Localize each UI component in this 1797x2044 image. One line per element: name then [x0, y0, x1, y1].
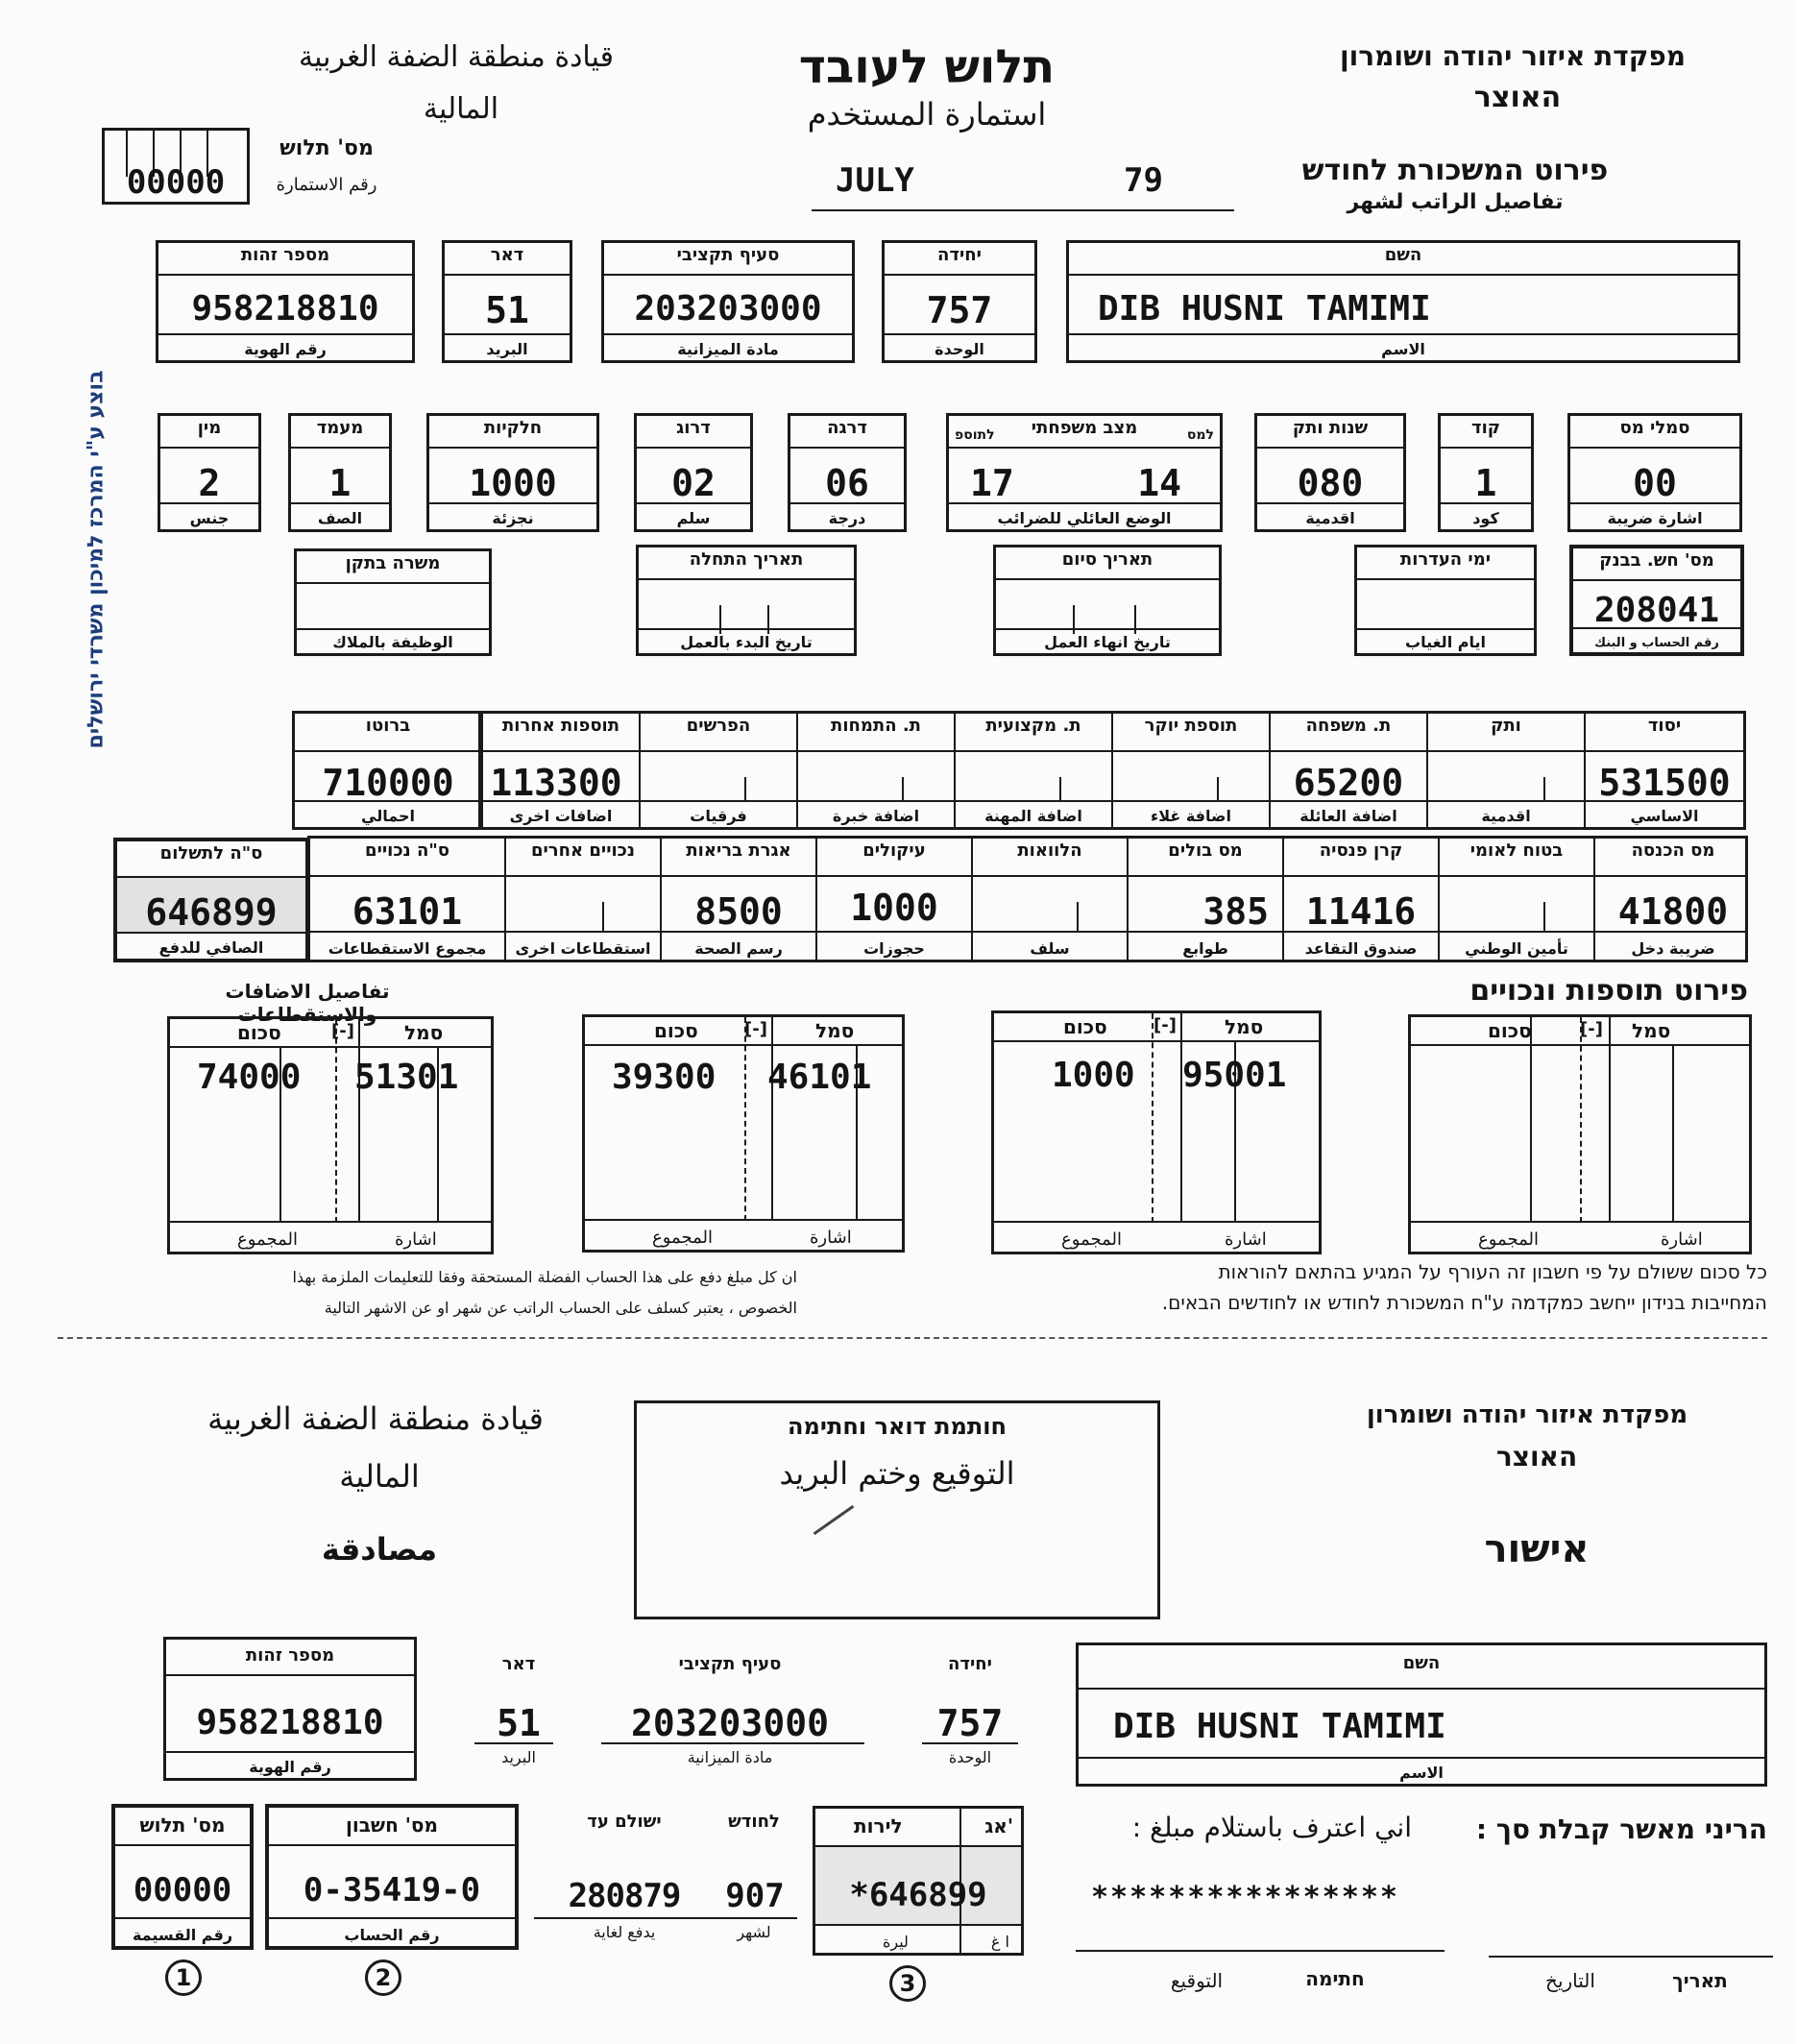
ded-cell-other [506, 839, 662, 960]
detail-2-amount: 1000 [1052, 1056, 1135, 1095]
signature-label-ar: التوقيع [1170, 1969, 1224, 1992]
detail-table-2 [991, 1010, 1322, 1254]
earn-professional-label: ת. מקצועית [985, 716, 1081, 736]
detail-1-foot-code: اشارة [1661, 1229, 1703, 1250]
bank-account-box [1569, 545, 1744, 656]
receipt-amount-label-ar: ليرة [883, 1933, 909, 1951]
payroll-year: 79 [1124, 161, 1163, 200]
detail-table-1 [1408, 1014, 1752, 1254]
ded-stamp-tax-label-ar: طوابع [1182, 939, 1228, 958]
receipt-amount: *646899 [849, 1876, 987, 1914]
tear-line [58, 1337, 1767, 1339]
detail-table-4 [167, 1016, 494, 1254]
receipt-mail-label: דאר [501, 1654, 536, 1674]
ded-garnishments-label: עיקולים [862, 840, 926, 861]
amount-stars: **************** [1091, 1881, 1399, 1914]
form-title-ar: استمارة المستخدم [807, 96, 1047, 133]
receipt-slip-label: מס' תלוש [139, 1813, 226, 1837]
earn-cell-differences [641, 714, 798, 827]
earn-specialization-label-ar: اضافة خبرة [832, 807, 920, 825]
end-date-label: תאריך סיום [1061, 549, 1153, 570]
earn-differences-label: הפרשים [686, 716, 751, 736]
grade-label-ar: درجة [828, 509, 866, 527]
part-time-value: 1000 [469, 462, 557, 504]
detail-3-code-header: סמל [815, 1019, 855, 1042]
receipt-pay-until-label: ישולם עד [587, 1812, 662, 1832]
earn-seniority-label-ar: اقدمية [1481, 807, 1531, 825]
family-status-tax-label: למס [1186, 427, 1214, 443]
detail-1-foot-amount: المجموع [1478, 1229, 1539, 1250]
ded-loans-label-ar: سلف [1030, 939, 1070, 958]
net-pay-box [113, 838, 309, 962]
side-note: בוצע ע"י המרכז למיכון משרדי ירושלים [84, 370, 109, 749]
rank-label: דרוג [676, 418, 711, 438]
id-label-ar: رقم الهوية [244, 340, 327, 358]
receipt-pay-until-label-ar: يدفع لغاية [593, 1923, 656, 1941]
absence-days-label-ar: ايام الغياب [1405, 633, 1486, 651]
receipt-name-label: השם [1402, 1653, 1441, 1673]
date-line [1489, 1956, 1773, 1958]
tax-codes-label: סמלי מס [1619, 418, 1690, 438]
ar-dept-line2: المالية [423, 92, 499, 126]
earn-cell-seniority [1428, 714, 1586, 827]
receipt-budget-label-ar: مادة الميزانية [687, 1748, 773, 1766]
position-box [294, 548, 492, 656]
ack-heb: הריני מאשר קבלת סך : [1475, 1813, 1767, 1845]
detail-4-amount: 74000 [197, 1058, 302, 1097]
detail-2-minus-header: [-] [1153, 1015, 1177, 1035]
date-label-ar: التاريخ [1545, 1969, 1595, 1992]
heb-dept-line2: האוצר [1473, 81, 1562, 114]
ded-other-label-ar: استقطاعات اخرى [515, 939, 651, 958]
name-label: השם [1384, 245, 1422, 265]
ded-health-fee-value: 8500 [694, 890, 783, 933]
net-pay-label: ס"ה לתשלום [159, 843, 263, 864]
part-time-label: חלקיות [483, 418, 543, 438]
part-time-label-ar: نجزئة [492, 509, 534, 527]
receipt-id-box [163, 1637, 417, 1781]
receipt-slip-label-ar: رقم القسيمة [132, 1926, 233, 1944]
earn-gross-label: ברוטו [365, 716, 411, 736]
receipt-heb-dept-line2: האוצר [1495, 1441, 1578, 1472]
receipt-budget-label: סעיף תקציבי [678, 1654, 782, 1674]
ded-cell-garnishments [817, 839, 973, 960]
receipt-unit: 757 [936, 1702, 1004, 1744]
earn-gross-value: 710000 [322, 762, 454, 804]
earn-base-value: 531500 [1598, 762, 1731, 804]
ded-health-fee-label: אגרת בריאות [686, 840, 791, 861]
detail-2-foot-amount: المجموع [1061, 1229, 1122, 1250]
detail-3-amount: 39300 [612, 1058, 716, 1097]
id-label: מספר זהות [240, 245, 330, 265]
ded-cell-health-fee [662, 839, 817, 960]
earn-differences-label-ar: فرقيات [690, 807, 747, 825]
earn-family-label: ת. משפחה [1305, 716, 1392, 736]
tax-codes-label-ar: اشارة ضريبة [1607, 509, 1703, 527]
unit-value: 757 [926, 289, 993, 331]
receipt-mail-label-ar: البريد [501, 1748, 536, 1766]
start-date-label: תאריך התחלה [689, 549, 804, 570]
detail-1-amount-header: סכום [1488, 1019, 1532, 1042]
receipt-slip-box [111, 1804, 254, 1950]
receipt-name-label-ar: الاسم [1399, 1764, 1444, 1782]
unit-label-ar: الوحدة [935, 340, 984, 358]
status-label: מעמד [316, 418, 364, 438]
position-label-ar: الوظيفة بالملاك [332, 633, 453, 651]
grade-box [788, 413, 907, 532]
ack-ar: اني اعترف باستلام مبلغ : [1131, 1812, 1412, 1843]
unit-label: יחידה [937, 245, 982, 265]
receipt-name-box [1076, 1642, 1767, 1787]
earn-base-label-ar: الاساسي [1630, 807, 1699, 825]
circle-marker-3: 3 [889, 1965, 926, 2002]
budget-value: 203203000 [634, 289, 822, 328]
detail-3-code: 46101 [767, 1058, 872, 1097]
slip-number-label-ar: رقم الاستمارة [276, 175, 377, 195]
note-heb-line1: כל סכום ששולם על פי חשבון זה העורף על המגיע בהתאם להוראות [1218, 1260, 1767, 1283]
family-status-supp-value: 17 [970, 462, 1014, 504]
ded-total-value: 63101 [352, 890, 463, 933]
ded-garnishments-label-ar: حجوزات [863, 939, 925, 958]
tax-codes-value: 00 [1633, 462, 1677, 504]
note-ar-line2: الخصوص ، يعتبر كسلف على الحساب الراتب عن شهر او عن الاشهر التالية [324, 1299, 797, 1317]
receipt-month-label-ar: لشهر [737, 1923, 771, 1941]
earn-gross-label-ar: احمالي [361, 807, 415, 825]
earn-cell-cola [1113, 714, 1271, 827]
date-label-heb: תאריך [1672, 1969, 1728, 1992]
earn-cell-specialization [798, 714, 956, 827]
stamp-label-ar: التوقيع وختم البريد [779, 1455, 1015, 1492]
receipt-account-label: מס' חשבון [346, 1813, 438, 1837]
receipt-slip: 00000 [133, 1871, 232, 1910]
detail-3-minus-header: [-] [744, 1019, 767, 1039]
earn-cell-base [1586, 714, 1743, 827]
month-label-ar: تفاصيل الراتب لشهر [1347, 190, 1564, 214]
employee-name: DIB HUSNI TAMIMI [1098, 289, 1431, 328]
seniority-label: שנות ותק [1292, 418, 1369, 438]
receipt-agorot-label: אג' [984, 1814, 1013, 1837]
ded-stamp-tax-label: מס בולים [1168, 840, 1243, 861]
slip-number-label-heb: מס' תלוש [279, 136, 374, 160]
ded-total-label: ס"ה נכויים [365, 840, 449, 861]
earn-other-label-ar: اضافات اخرى [509, 807, 613, 825]
family-status-label: מצב משפחתי [1031, 418, 1138, 438]
id-box [156, 240, 415, 363]
ded-health-fee-label-ar: رسم الصحة [694, 939, 783, 958]
detail-4-minus-header: [-] [331, 1021, 354, 1041]
bank-account-value: 208041 [1593, 591, 1720, 630]
receipt-ar-dept-line2: المالية [339, 1458, 420, 1495]
start-date-label-ar: تاريخ البدء بالعمل [680, 633, 813, 651]
receipt-heb-dept-line1: מפקדת איזור יהודה ושומרון [1366, 1400, 1688, 1429]
detail-1-code-header: סמל [1632, 1019, 1671, 1042]
receipt-ar-dept-line1: قيادة منطقة الضفة الغربية [207, 1400, 544, 1437]
grade-value: 06 [825, 462, 869, 504]
detail-3-foot-code: اشارة [810, 1228, 852, 1248]
circle-marker-1: 1 [165, 1959, 202, 1996]
slip-number-box [102, 128, 250, 205]
circle-marker-2: 2 [365, 1959, 401, 1996]
receipt-id-label: מספר זהות [245, 1645, 335, 1666]
ded-garnishments-value: 1000 [850, 887, 938, 929]
absence-days-box [1354, 545, 1537, 656]
slip-number: 00000 [126, 163, 226, 202]
rank-label-ar: سلم [676, 509, 711, 527]
payroll-month: JULY [836, 161, 914, 200]
ded-national-insurance-label: בטוח לאומי [1469, 840, 1564, 861]
gender-label: מין [197, 418, 222, 438]
receipt-unit-label-ar: الوحدة [948, 1748, 992, 1766]
ded-stamp-tax-value: 385 [1202, 890, 1269, 933]
receipt-account: 0-35419-0 [303, 1871, 481, 1910]
earn-cola-label-ar: اضافة غلاء [1151, 807, 1231, 825]
rank-value: 02 [671, 462, 716, 504]
rank-box [634, 413, 753, 532]
earn-cell-professional [956, 714, 1113, 827]
stamp-mark [814, 1505, 855, 1535]
details-title-ar: تفاصيل الاضافات والاستقطاعات [225, 980, 390, 1026]
name-box [1066, 240, 1740, 363]
earn-professional-label-ar: اضافة المهنة [984, 807, 1082, 825]
family-status-box [946, 413, 1223, 532]
earn-cell-family [1271, 714, 1428, 827]
mail-label: דאר [490, 245, 524, 265]
detail-table-3 [582, 1014, 905, 1253]
receipt-month: 907 [725, 1877, 785, 1915]
receipt-amount-label-ar2: ا غ [990, 1933, 1009, 1951]
earn-cell-gross [295, 714, 483, 827]
month-underline [812, 209, 1234, 211]
earn-family-value: 65200 [1293, 762, 1404, 804]
ded-pension-value: 11416 [1305, 890, 1417, 933]
earn-other-value: 113300 [490, 762, 622, 804]
ded-national-insurance-label-ar: تأمين الوطني [1465, 939, 1568, 958]
code-label: קוד [1470, 418, 1500, 438]
detail-2-code: 95001 [1182, 1056, 1287, 1095]
receipt-ar-approval: مصادقة [321, 1531, 438, 1568]
earn-specialization-label: ת. התמחות [831, 716, 921, 736]
signature-label-heb: חתימה [1305, 1967, 1365, 1990]
detail-2-amount-header: סכום [1063, 1015, 1107, 1038]
id-value: 958218810 [191, 289, 379, 328]
earn-cola-label: תוספת יוקר [1144, 716, 1238, 736]
budget-box [601, 240, 855, 363]
stamp-label-heb: חותמת דואר וחתימה [788, 1413, 1007, 1440]
mail-box [442, 240, 572, 363]
receipt-name: DIB HUSNI TAMIMI [1113, 1707, 1446, 1746]
receipt-id-label-ar: رقم الهوية [249, 1758, 331, 1776]
ded-loans-label: הלוואות [1017, 840, 1082, 861]
budget-label-ar: مادة الميزانية [677, 340, 779, 358]
receipt-id: 958218810 [196, 1703, 384, 1742]
earn-family-label-ar: اضافة العائلة [1299, 807, 1397, 825]
receipt-budget: 203203000 [631, 1702, 829, 1744]
ded-cell-national-insurance [1440, 839, 1595, 960]
ar-dept-line1: قيادة منطقة الضفة الغربية [299, 40, 614, 74]
gender-label-ar: جنس [189, 509, 230, 527]
receipt-month-label: לחודש [728, 1812, 780, 1832]
note-ar-line1: ان كل مبلغ دفع على هذا الحساب الفضلة المستحقة وفقا للتعليمات الملزمة بهذا [292, 1268, 797, 1286]
unit-box [882, 240, 1037, 363]
status-value: 1 [328, 462, 352, 504]
seniority-label-ar: اقدمية [1305, 509, 1355, 527]
signature-line [1076, 1950, 1445, 1952]
code-label-ar: كود [1472, 509, 1499, 527]
family-status-supp-label: לתוספ [955, 427, 995, 443]
name-label-ar: الاسم [1381, 340, 1425, 358]
bank-account-label: מס' חש. בבנק [1599, 550, 1714, 571]
gender-box [158, 413, 261, 532]
status-label-ar: الصف [317, 509, 363, 527]
net-pay-label-ar: الصافي للدفع [158, 938, 264, 957]
seniority-value: 080 [1297, 462, 1364, 504]
receipt-account-box [265, 1804, 519, 1950]
ded-cell-stamp-tax [1129, 839, 1284, 960]
deductions-table [307, 836, 1748, 962]
heb-dept-line1: מפקדת איזור יהודה ושומרון [1339, 40, 1687, 72]
gender-value: 2 [198, 462, 221, 504]
form-title-heb: תלוש לעובד [798, 40, 1056, 94]
net-pay-value: 646899 [145, 891, 278, 934]
earn-other-label: תוספות אחרות [501, 716, 620, 736]
note-heb-line2: המחייבות בנידון ייחשב כמקדמה ע"ח המשכורת לחודש או לחודשים הבאים. [1161, 1291, 1767, 1314]
detail-4-foot-amount: المجموع [237, 1229, 298, 1250]
details-title-heb: פירוט תוספות ונכויים [1469, 974, 1748, 1008]
part-time-box [426, 413, 599, 532]
position-label: משרה בתקן [345, 553, 441, 573]
budget-label: סעיף תקציבי [676, 245, 780, 265]
grade-label: דרגה [827, 418, 867, 438]
receipt-lirot-label: לירות [854, 1814, 903, 1837]
family-status-tax-value: 14 [1137, 462, 1181, 504]
ded-income-tax-label-ar: ضريبة دخل [1631, 939, 1715, 958]
detail-4-code: 51301 [354, 1058, 459, 1097]
tax-codes-box [1567, 413, 1742, 532]
detail-4-foot-code: اشارة [395, 1229, 437, 1250]
ded-pension-label: קרן פנסיה [1319, 840, 1403, 861]
mail-label-ar: البريد [486, 340, 528, 358]
ded-total-label-ar: مجموع الاستقطاعات [328, 939, 487, 958]
detail-2-foot-code: اشارة [1225, 1229, 1267, 1250]
family-status-label-ar: الوضع العائلي للضرائب [997, 509, 1172, 527]
seniority-box [1254, 413, 1406, 532]
mail-value: 51 [485, 289, 529, 331]
bank-account-label-ar: رقم الحساب و البنك [1594, 636, 1719, 650]
receipt-approval: אישור [1484, 1527, 1590, 1571]
status-box [288, 413, 392, 532]
receipt-unit-label: יחידה [948, 1654, 992, 1674]
ded-cell-income-tax [1595, 839, 1751, 960]
postal-stamp-box [634, 1400, 1160, 1619]
end-date-label-ar: تاريخ انهاء العمل [1044, 633, 1171, 651]
detail-1-minus-header: [-] [1580, 1019, 1603, 1039]
start-date-box [636, 545, 857, 656]
ded-other-label: נכויים אחרים [530, 840, 636, 861]
receipt-account-label-ar: رقم الحساب [344, 1926, 440, 1944]
code-value: 1 [1474, 462, 1497, 504]
ded-pension-label-ar: صندوق التقاعد [1304, 939, 1418, 958]
receipt-pay-until: 280879 [568, 1877, 681, 1915]
absence-days-label: ימי העדרות [1399, 549, 1492, 570]
detail-3-amount-header: סכום [654, 1019, 698, 1042]
ded-income-tax-value: 41800 [1617, 890, 1729, 933]
earn-base-label: יסוד [1647, 716, 1682, 736]
ded-cell-total [310, 839, 506, 960]
detail-4-code-header: סמל [404, 1021, 444, 1044]
earn-cell-other [483, 714, 641, 827]
earnings-table [292, 711, 1746, 830]
month-label-heb: פירוט המשכורת לחודש [1301, 154, 1609, 187]
receipt-mail: 51 [497, 1702, 541, 1744]
detail-3-foot-amount: المجموع [652, 1228, 713, 1248]
code-box [1438, 413, 1534, 532]
earn-seniority-label: ותק [1491, 716, 1521, 736]
ded-income-tax-label: מס הכנסה [1631, 840, 1715, 861]
detail-4-amount-header: סכום [237, 1021, 281, 1044]
ded-cell-loans [973, 839, 1129, 960]
detail-2-code-header: סמל [1225, 1015, 1264, 1038]
receipt-amount-box [813, 1806, 1024, 1956]
ded-cell-pension [1284, 839, 1440, 960]
end-date-box [993, 545, 1222, 656]
